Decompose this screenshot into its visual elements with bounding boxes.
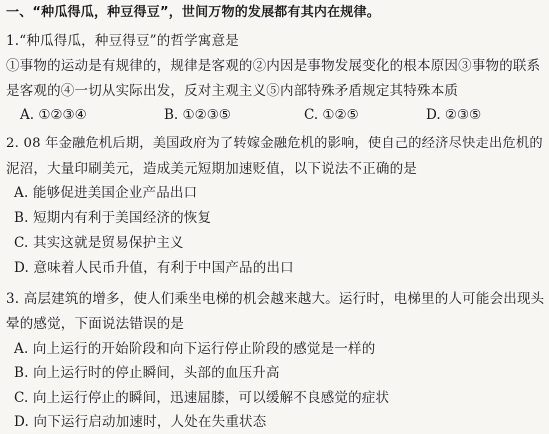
q2-option-c: C. 其实这就是贸易保护主义 [14,235,184,251]
q3-option-c: C. 向上运行停止的瞬间，迅速屈膝，可以缓解不良感觉的症状 [14,390,390,406]
q1-statements-line-2: 是客观的④一切从实际出发，反对主观主义⑤内部特殊矛盾规定其特殊本质 [6,83,459,99]
q3-option-d: D. 向下运行启动加速时，人处在失重状态 [14,414,267,430]
q2-option-a: A. 能够促进美国企业产品出口 [14,185,198,201]
q3-option-a: A. 向上运行的开始阶段和向下运行停止阶段的感觉是一样的 [14,341,376,357]
q1-stem: 1.“种瓜得瓜，种豆得豆”的哲学寓意是 [6,33,239,49]
q1-option-a: A. ①②③④ [20,107,87,123]
q1-options [6,106,541,124]
section-heading: 一、“种瓜得瓜，种豆得豆”，世间万物的发展都有其内在规律。 [6,5,380,20]
q2-option-b: B. 短期内有利于美国经济的恢复 [14,210,212,226]
q1-option-c: C. ①②⑤ [304,107,359,123]
q3-stem-line-1: 3. 高层建筑的增多，使人们乘坐电梯的机会越来越大。运行时，电梯里的人可能会出现头 [6,291,545,307]
q1-statements-line-1: ①事物的运动是有规律的，规律是客观的②内因是事物发展变化的根本原因③事物的联系 [6,58,541,74]
q2-option-d: D. 意味着人民币升值，有利于中国产品的出口 [14,260,294,276]
q3-option-b: B. 向上运行时的停止瞬间，头部的血压升高 [14,365,280,381]
q1-option-b: B. ①②③⑤ [164,107,231,123]
q3-stem-line-2: 晕的感觉，下面说法错误的是 [6,316,185,332]
q2-stem-line-1: 2. 08 年金融危机后期，美国政府为了转嫁金融危机的影响，使自己的经济尽快走出危机的 [6,136,543,151]
q2-stem-line-2: 泥沼，大量印刷美元，造成美元短期加速贬值，以下说法不正确的是 [6,161,417,177]
q1-option-d: D. ②③⑤ [426,107,482,123]
